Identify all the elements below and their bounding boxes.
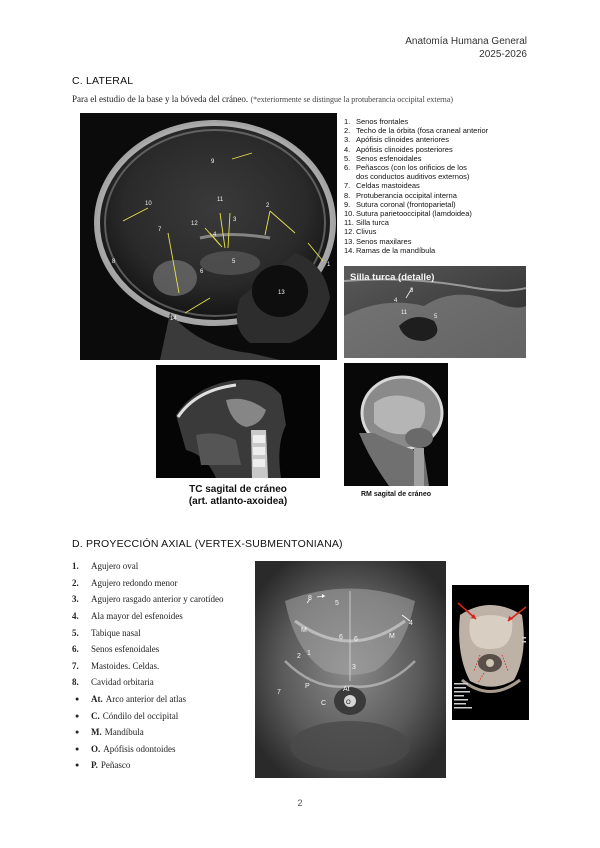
legend-item: 12. Clivus (344, 227, 377, 237)
bullet-icon: ● (75, 761, 80, 770)
lateral-label-12: 12 (191, 221, 198, 227)
silla-label-4: 4 (394, 298, 398, 304)
legend-item: dos conductos auditivos externos) (356, 172, 470, 182)
axial-label-M-right: M (389, 633, 395, 640)
axial-label-At: At (343, 686, 350, 693)
ct-3d-reconstruction (452, 585, 529, 720)
axial-label-1: 1 (307, 650, 311, 657)
mri-caption: RM sagital de cráneo (360, 491, 432, 498)
legend-item: 11. Silla turca (344, 218, 389, 228)
subtitle-note: (*exteriormente se distingue la protuberancia occipital externa) (250, 95, 454, 104)
axial-label-5: 5 (335, 600, 339, 607)
lateral-label-11: 11 (217, 197, 224, 203)
lateral-skull-xray (80, 113, 337, 360)
axial-bullet-item: ● P. Peñasco (72, 757, 223, 774)
axial-bullet-item: ● C. Cóndilo del occipital (72, 707, 223, 724)
ct-sagittal-image (156, 365, 320, 478)
mri-sagittal-graphic (344, 363, 448, 486)
axial-label-O: O (346, 700, 351, 706)
axial-legend-item: 5. Tabique nasal (72, 627, 141, 638)
axial-label-M-left: M (301, 627, 307, 634)
bullet-icon: ● (75, 711, 80, 720)
silla-label-5: 5 (434, 314, 438, 320)
legend-item: 7. Celdas mastoideas (344, 181, 420, 191)
legend-item: 1. Senos frontales (344, 117, 409, 126)
mri-sagittal-image (344, 363, 448, 486)
ct-caption-line1: TC sagital de cráneo (189, 484, 287, 495)
axial-xray-graphic (255, 561, 446, 778)
silla-turca-detail-xray (344, 266, 526, 358)
ct-caption (156, 484, 320, 508)
lateral-xray-graphic (80, 113, 337, 360)
bullet-icon: ● (75, 728, 80, 737)
lateral-label-9: 9 (211, 159, 215, 165)
axial-bullet-item: ● At. Arco anterior del atlas (72, 691, 223, 708)
page-number: 2 (297, 798, 303, 808)
lateral-label-1: 1 (327, 262, 331, 268)
lateral-label-4: 4 (213, 232, 217, 238)
course-name: Anatomía Humana General (405, 36, 527, 47)
legend-item: 14. Ramas de la mandíbula (344, 245, 436, 255)
axial-label-2: 2 (297, 653, 301, 660)
silla-label-3: 3 (410, 288, 414, 294)
lateral-label-5: 5 (232, 259, 236, 265)
bullet-icon: ● (75, 744, 80, 753)
axial-legend-item: 1. Agujero oval (72, 561, 139, 572)
legend-item: 4. Apófisis clinoides posteriores (344, 144, 453, 154)
lateral-legend (344, 117, 488, 255)
axial-label-6-left: 6 (339, 634, 343, 641)
lateral-label-14: 14 (170, 316, 177, 322)
ct-sagittal-graphic (156, 365, 320, 478)
section-c-title: C. LATERAL (72, 75, 134, 87)
legend-item: 5. Senos esfenoidales (344, 153, 422, 163)
axial-bullet-item: ● O. Apófisis odontoides (72, 741, 223, 758)
axial-legend-item: 3. Agujero rasgado anterior y carotídeo (72, 594, 224, 605)
axial-legend-item: 7. Mastoides. Celdas. (72, 660, 160, 671)
lateral-label-13: 13 (278, 290, 285, 296)
axial-legend-item: 4. Ala mayor del esfenoides (72, 611, 183, 622)
axial-xray (255, 561, 446, 778)
section-c-subtitle (72, 94, 453, 104)
bullet-icon: ● (75, 695, 80, 704)
lateral-label-6: 6 (200, 269, 204, 275)
axial-bullet-item: ● M. Mandíbula (72, 724, 223, 741)
axial-label-4: 4 (409, 620, 413, 627)
axial-label-6-right: 6 (354, 636, 358, 643)
legend-item: 8. Protuberancia occipital interna (344, 190, 457, 200)
lateral-label-10: 10 (145, 201, 152, 207)
page-header (405, 35, 527, 61)
ct-caption-line2: (art. atlanto-axoidea) (188, 496, 288, 507)
legend-item: 6. Peñascos (con los orificios de los (344, 163, 467, 173)
silla-label-11: 11 (401, 310, 408, 316)
silla-turca-graphic (344, 266, 526, 358)
axial-label-C: C (321, 700, 327, 707)
academic-year: 2025-2026 (479, 49, 527, 60)
axial-label-P: P (305, 683, 310, 690)
lateral-label-8: 8 (112, 259, 116, 265)
axial-legend-item: 6. Senos esfenoidales (72, 644, 160, 655)
section-d-title: D. PROYECCIÓN AXIAL (VERTEX-SUBMENTONIANA) (72, 538, 343, 550)
axial-legend-item: 2. Agujero redondo menor (72, 577, 178, 588)
lateral-label-7: 7 (158, 227, 162, 233)
lateral-label-3: 3 (233, 217, 237, 223)
lateral-label-2: 2 (266, 203, 270, 209)
subtitle-text: Para el estudio de la base y la bóveda del cráneo. (72, 94, 249, 104)
legend-item: 9. Sutura coronal (frontoparietal) (344, 199, 456, 209)
legend-item: 10. Sutura parietooccipital (lamdoidea) (344, 209, 472, 219)
axial-label-7: 7 (277, 689, 281, 696)
silla-turca-title: Silla turca (detalle) (350, 272, 435, 283)
axial-legend-item: 8. Cavidad orbitaria (72, 677, 154, 688)
axial-label-3: 3 (352, 664, 356, 671)
ct-3d-graphic (452, 585, 529, 720)
legend-item: 3. Apófisis clinoides anteriores (344, 135, 449, 145)
legend-item: 13. Senos maxilares (344, 236, 412, 246)
axial-label-8: 8 (308, 595, 312, 602)
legend-item: 2. Techo de la órbita (fosa craneal anterior (344, 126, 489, 136)
axial-legend (72, 558, 223, 774)
